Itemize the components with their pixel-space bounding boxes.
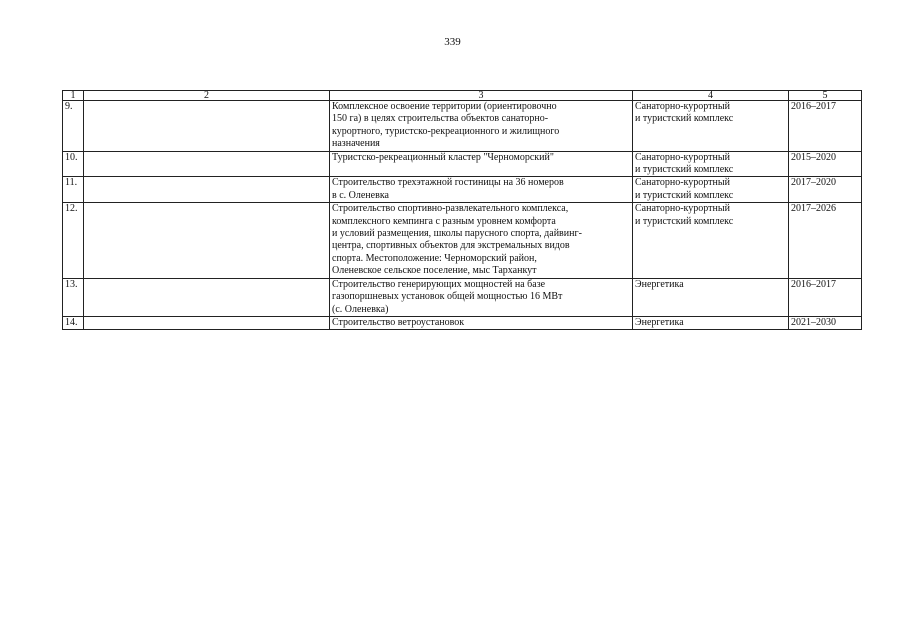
header-col-2: 2	[84, 91, 330, 101]
row-years: 2016–2017	[789, 101, 862, 152]
row-description: Туристско-рекреационный кластер "Черноморский"	[330, 151, 633, 177]
table-row	[63, 203, 862, 278]
table-row	[63, 316, 862, 329]
row-number: 12.	[63, 203, 84, 278]
row-sector: Энергетика	[633, 278, 789, 316]
row-number: 11.	[63, 177, 84, 203]
row-years: 2017–2026	[789, 203, 862, 278]
row-col2	[84, 278, 330, 316]
header-col-4: 4	[633, 91, 789, 101]
row-description: Строительство спортивно-развлекательного комплекса, комплексного кемпинга с разным уровнем комфорта и условий размещения, школы парусного спорта, дайвинг- центра, спортивных объектов для экстремальных видов спорта. Местоположение: Черноморский район, Оленевское сельское поселение, мыс Тарханкут	[330, 203, 633, 278]
row-years: 2017–2020	[789, 177, 862, 203]
header-col-3: 3	[330, 91, 633, 101]
row-description: Строительство ветроустановок	[330, 316, 633, 329]
row-years: 2021–2030	[789, 316, 862, 329]
row-sector: Санаторно-курортный и туристский комплекс	[633, 151, 789, 177]
row-description: Строительство генерирующих мощностей на базе газопоршневых установок общей мощностью 16 МВт (с. Оленевка)	[330, 278, 633, 316]
row-col2	[84, 177, 330, 203]
table-row	[63, 151, 862, 177]
row-col2	[84, 316, 330, 329]
row-number: 10.	[63, 151, 84, 177]
header-row	[63, 91, 862, 101]
row-col2	[84, 151, 330, 177]
row-number: 9.	[63, 101, 84, 152]
table-row	[63, 101, 862, 152]
table-row	[63, 278, 862, 316]
row-description: Комплексное освоение территории (ориентировочно 150 га) в целях строительства объектов санаторно- курортного, туристско-рекреационного и жилищного назначения	[330, 101, 633, 152]
row-description: Строительство трехэтажной гостиницы на 36 номеров в с. Оленевка	[330, 177, 633, 203]
row-col2	[84, 101, 330, 152]
header-col-1: 1	[63, 91, 84, 101]
row-years: 2016–2017	[789, 278, 862, 316]
table-row	[63, 177, 862, 203]
row-years: 2015–2020	[789, 151, 862, 177]
row-number: 14.	[63, 316, 84, 329]
row-sector: Энергетика	[633, 316, 789, 329]
row-number: 13.	[63, 278, 84, 316]
page-number: 339	[444, 36, 461, 48]
row-col2	[84, 203, 330, 278]
header-col-5: 5	[789, 91, 862, 101]
row-sector: Санаторно-курортный и туристский комплекс	[633, 203, 789, 278]
projects-table	[62, 90, 862, 330]
row-sector: Санаторно-курортный и туристский комплекс	[633, 101, 789, 152]
row-sector: Санаторно-курортный и туристский комплекс	[633, 177, 789, 203]
